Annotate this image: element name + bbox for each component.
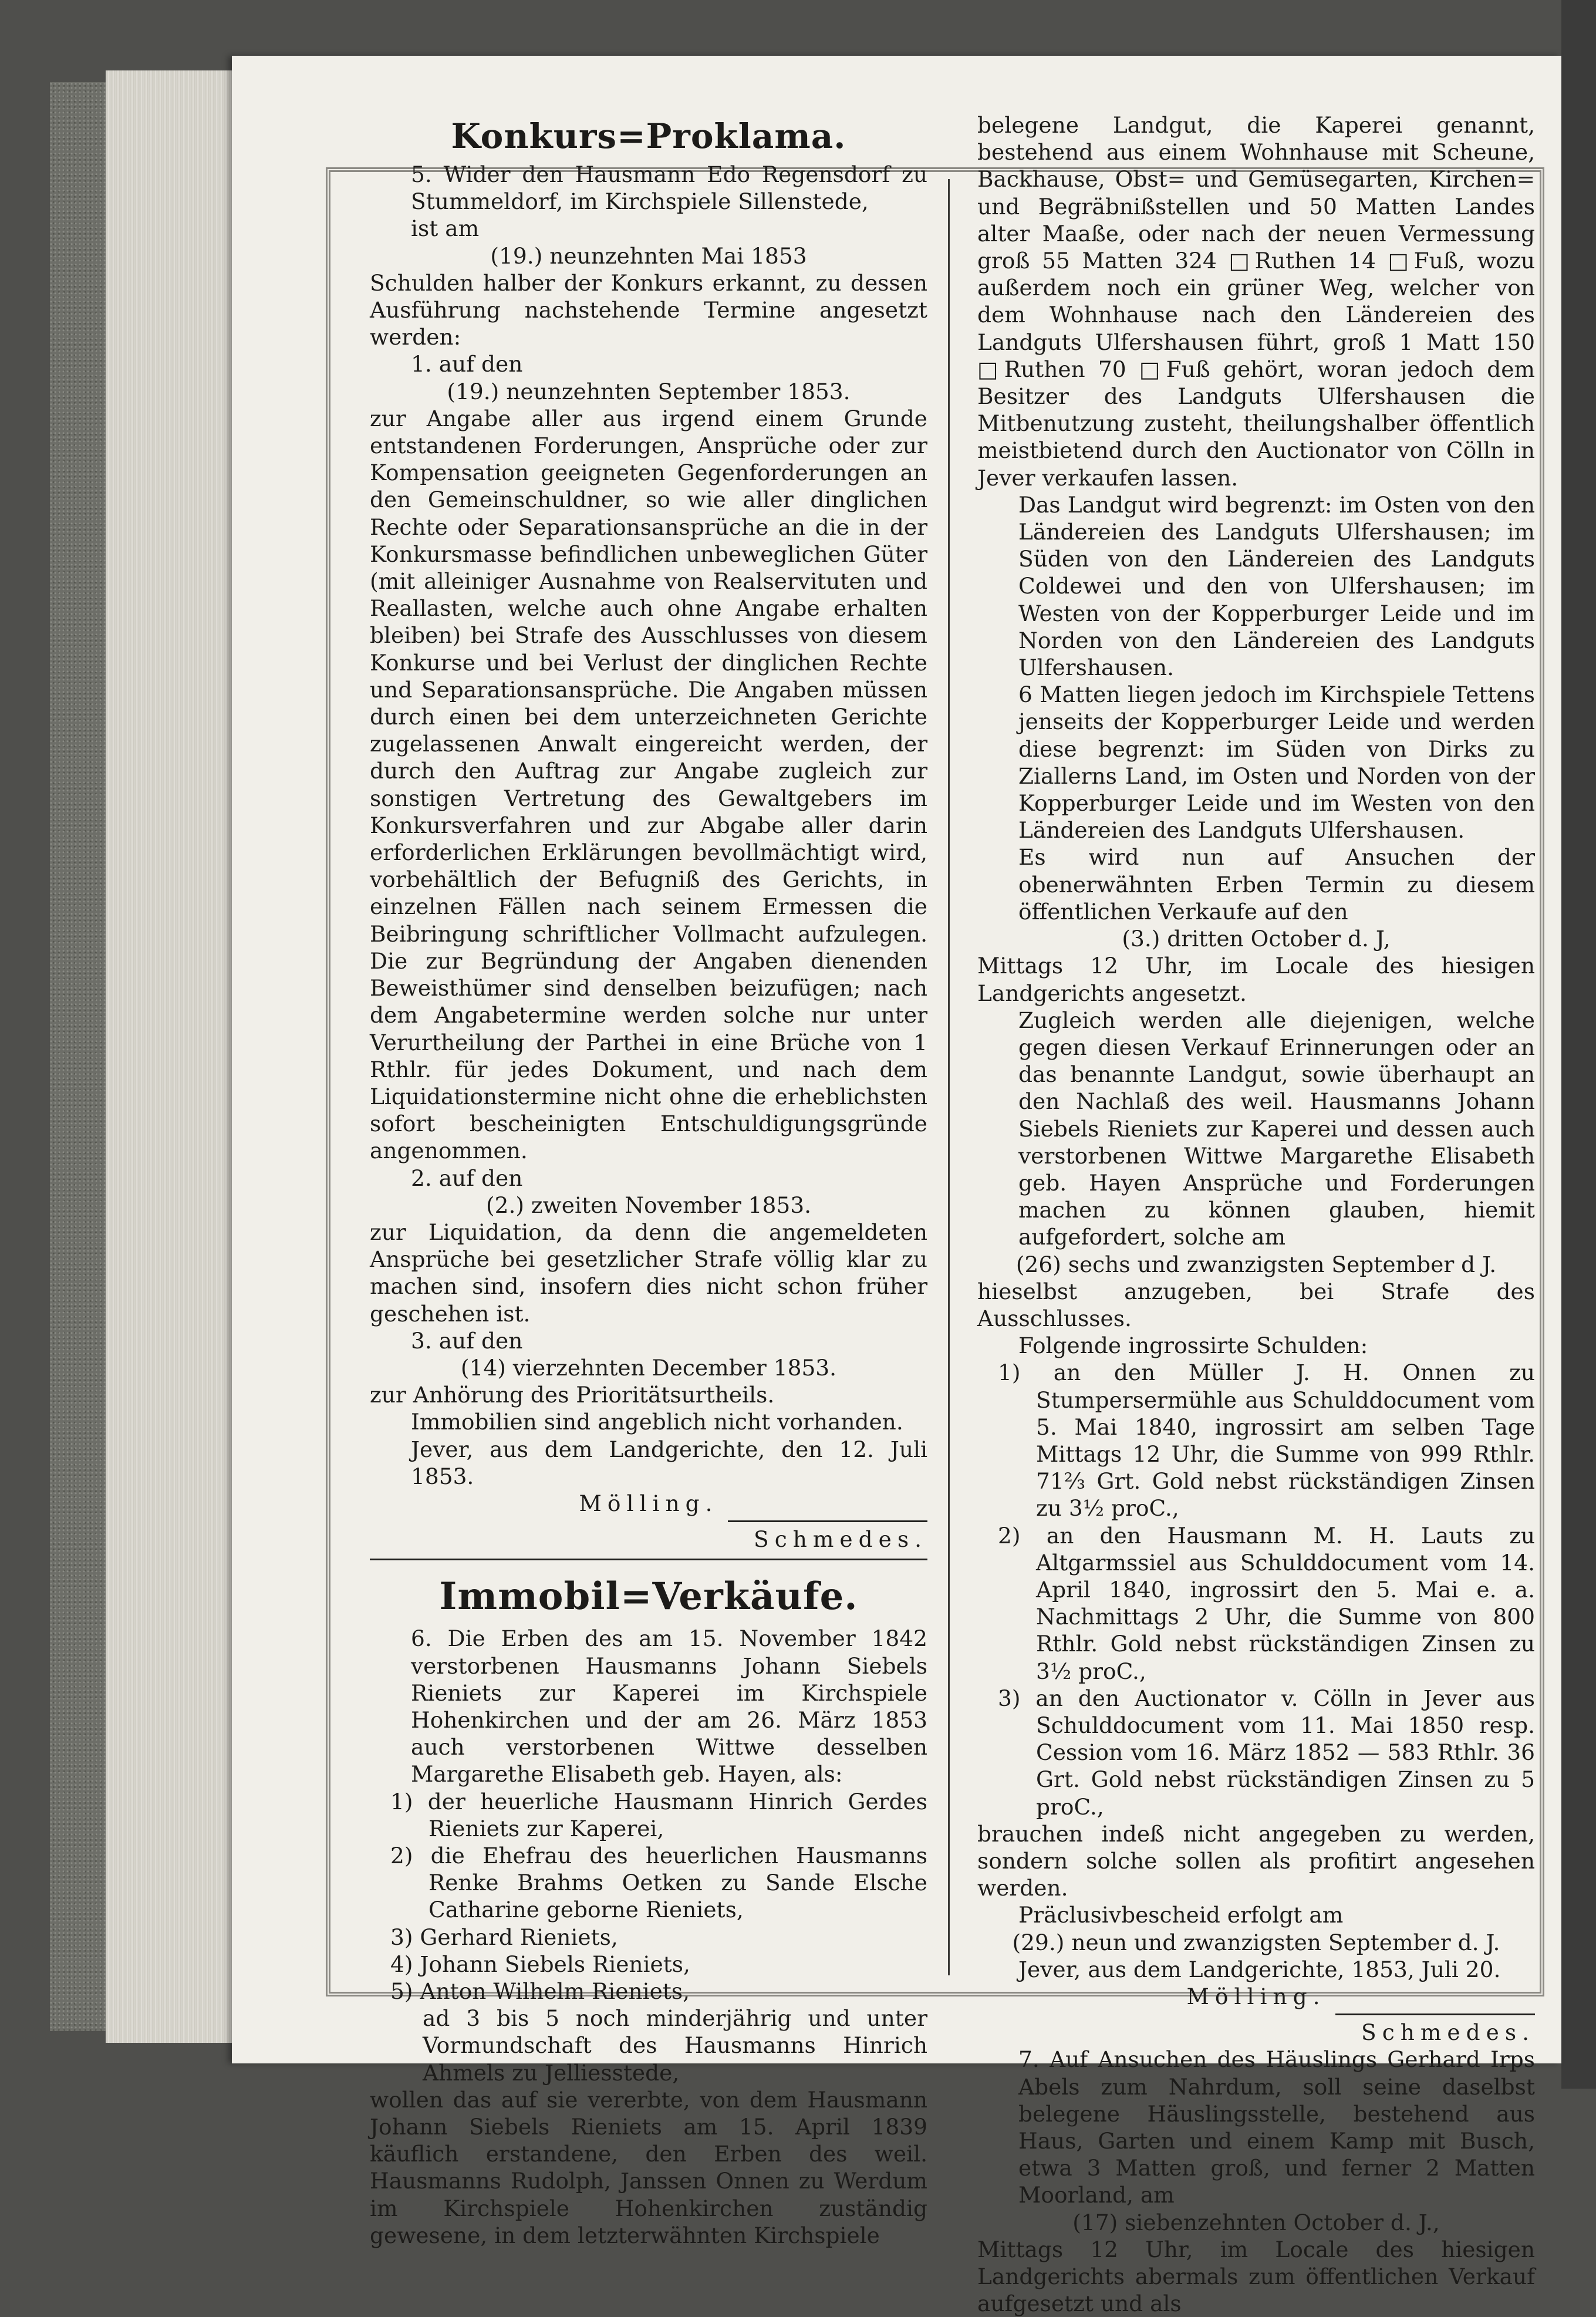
signature-moelling: Mölling. xyxy=(1186,1984,1326,2010)
konkurs-paragraph: Immobilien sind angeblich nicht vorhanden. xyxy=(411,1409,903,1435)
heir-list-item: 1) der heuerliche Hausmann Hinrich Gerdes Rieniets zur Kaperei, xyxy=(390,1788,927,1842)
konkurs-paragraph: zur Angabe aller aus irgend einem Grunde entstandenen Forderungen, Ansprüche oder zur Kompensation geeigneten Gegenforderungen an den Gemeinschuldner, so wie aller dinglichen Rechte oder Separationsansprüche an die in der Konkursmasse befindlichen unbeweglichen Güter (mit alleiniger Ausnahme von Realservituten und Reallasten, welche auch ohne Angabe erhalten bleiben) bei Strafe des Ausschlusses von diesem Konkurse und bei Verlust der dinglichen Rechte und Separationsansprüche. Die Angaben müssen durch einen bei dem unterzeichneten Gerichte zugelassenen Anwalt eingereicht werden, der durch den Auftrag zur Angabe zugleich zur sonstigen Vertretung des Gewaltgebers im Konkursverfahren und zur Abgabe aller darin erforderlichen Erklärungen bevollmächtigt wird, vorbehältlich der Befugniß des Gerichts, in einzelnen Fällen nach seinem Ermessen die Beibringung schriftlicher Vollmacht aufzulegen. Die zur Begründung der Angaben dienenden Beweisthümer sind denselben beizufügen; nach dem Angabetermine werden solche nur unter Verurtheilung der Parthei in eine Brüche von 1 Rthlr. für jedes Dokument, und nach dem Liquidationstermine nicht ohne die erheblichsten sofort bescheinigten Entschuldigungsgründe angenommen. xyxy=(370,405,927,1164)
claim-date: (26) sechs und zwanzigsten September d J. xyxy=(1015,1251,1497,1277)
immobil-paragraph: Präclusivbescheid erfolgt am xyxy=(1018,1902,1344,1928)
immobil-paragraph: Mittags 12 Uhr, im Locale des hiesigen Landgerichts angesetzt. xyxy=(977,953,1535,1006)
konkurs-term-label: 2. auf den xyxy=(411,1165,523,1191)
konkurs-date: (14) vierzehnten December 1853. xyxy=(460,1354,837,1381)
place-date-line: Jever, aus dem Landgerichte, 1853, Juli 20. xyxy=(1018,1956,1501,1982)
signature-moelling: Mölling. xyxy=(579,1490,718,1516)
sale-date: (17) siebenzehnten October d. J., xyxy=(1072,2209,1440,2235)
immobil-verkaeufe-heading: Immobil=Verkäufe. xyxy=(439,1574,858,1619)
background-edge xyxy=(1561,0,1596,2089)
konkurs-date: (19.) neunzehnten Mai 1853 xyxy=(490,242,807,269)
konkurs-date: (2.) zweiten November 1853. xyxy=(485,1192,812,1218)
konkurs-term-label: 3. auf den xyxy=(411,1327,523,1354)
heir-list-item: 5) Anton Wilhelm Rieniets, xyxy=(390,1978,690,2004)
heir-list-item: 4) Johann Siebels Rieniets, xyxy=(390,1951,690,1977)
right-column xyxy=(977,112,1535,2317)
immobil-paragraph: 7. Auf Ansuchen des Häuslings Gerhard Irps Abels zum Nahrdum, soll seine daselbst belegene Häuslingsstelle, bestehend aus Haus, Garten und einem Kamp mit Busch, etwa 3 Matten groß, und ferner 2 Matten Moorland, am xyxy=(1018,2046,1535,2208)
konkurs-place-date: Jever, aus dem Landgerichte, den 12. Juli 1853. xyxy=(411,1436,927,1489)
signature-schmedes: Schmedes. xyxy=(1361,2019,1535,2046)
signature-rule xyxy=(728,1520,927,1522)
konkurs-date: (19.) neunzehnten September 1853. xyxy=(447,378,851,404)
left-column xyxy=(370,112,927,2248)
konkurs-term-label: 1. auf den xyxy=(411,351,523,377)
sale-date: (3.) dritten October d. J, xyxy=(1122,926,1391,952)
immobil-paragraph: Mittags 12 Uhr, im Locale des hiesigen Landgerichts abermals zum öffentlichen Verkauf aufgesetzt und als xyxy=(977,2236,1535,2317)
konkurs-proklama-heading: Konkurs=Proklama. xyxy=(451,116,846,156)
debt-list-item: 3) an den Auctionator v. Cölln in Jever aus Schulddocument vom 11. Mai 1850 resp. Cession vom 16. März 1852 — 583 Rthlr. 36 Grt. Gold nebst rückständigen Zinsen zu 5 proC., xyxy=(998,1685,1535,1820)
signature-rule xyxy=(1335,2014,1535,2015)
immobil-paragraph: Folgende ingrossirte Schulden: xyxy=(1018,1333,1368,1359)
page-edges xyxy=(106,70,242,2043)
immobil-paragraph: ad 3 bis 5 noch minderjährig und unter Vormundschaft des Hausmanns Hinrich Ahmels zu Jelliesstede, xyxy=(423,2005,927,2086)
heir-list-item: 3) Gerhard Rieniets, xyxy=(390,1924,618,1950)
immobil-paragraph: brauchen indeß nicht angegeben zu werden, sondern solche sollen als profitirt angesehen werden. xyxy=(977,1820,1535,1901)
immobil-paragraph: wollen das auf sie vererbte, von dem Hausmann Johann Siebels Rieniets am 15. April 1839 käuflich erstandene, den Erben des weil. Hausmanns Rudolph, Janssen Onnen zu Werdum im Kirchspiele Hohenkirchen zuständig gewesene, in dem letzterwähnten Kirchspiele xyxy=(370,2086,927,2248)
konkurs-paragraph: 5. Wider den Hausmann Edo Regensdorf zu Stummeldorf, im Kirchspiele Sillenstede, xyxy=(411,161,927,215)
book-cover xyxy=(50,82,107,2031)
signature-schmedes: Schmedes. xyxy=(754,1526,927,1553)
heir-list-item: 2) die Ehefrau des heuerlichen Hausmanns Renke Brahms Oetken zu Sande Elsche Catharine geborne Rieniets, xyxy=(390,1842,927,1923)
konkurs-paragraph: Schulden halber der Konkurs erkannt, zu dessen Ausführung nachstehende Termine angesetzt werden: xyxy=(370,269,927,350)
column-divider xyxy=(948,179,950,1975)
immobil-paragraph: Das Landgut wird begrenzt: im Osten von den Ländereien des Landguts Ulfershausen; im Süden von den Ländereien des Landguts Coldewei und den von Ulfershausen; im Westen von der Kopperburger Leide und im Norden von den Ländereien des Landguts Ulfershausen. xyxy=(1018,491,1535,681)
preclusion-date: (29.) neun und zwanzigsten September d. J. xyxy=(1012,1929,1500,1955)
section-rule xyxy=(370,1559,927,1560)
debt-list-item: 2) an den Hausmann M. H. Lauts zu Altgarmssiel aus Schulddocument vom 14. April 1840, ingrossirt den 5. Mai e. a. Nachmittags 2 Uhr, die Summe von 800 Rthlr. Gold nebst rückständigen Zinsen zu 3½ proC., xyxy=(998,1522,1535,1684)
konkurs-paragraph: zur Liquidation, da denn die angemeldeten Ansprüche bei gesetzlicher Strafe völlig klar zu machen sind, insofern dies nicht schon früher geschehen ist. xyxy=(370,1219,927,1327)
immobil-paragraph: hieselbst anzugeben, bei Strafe des Ausschlusses. xyxy=(977,1278,1535,1331)
konkurs-paragraph: ist am xyxy=(411,215,480,242)
immobil-paragraph: 6. Die Erben des am 15. November 1842 verstorbenen Hausmanns Johann Siebels Rieniets zur Kaperei im Kirchspiele Hohenkirchen und der am 26. März 1853 auch verstorbenen Wittwe desselben Margarethe Elisabeth geb. Hayen, als: xyxy=(411,1625,927,1788)
immobil-paragraph: Es wird nun auf Ansuchen der obenerwähnten Erben Termin zu diesem öffentlichen Verkaufe auf den xyxy=(1018,844,1535,925)
debt-list-item: 1) an den Müller J. H. Onnen zu Stumpersermühle aus Schulddocument vom 5. Mai 1840, ingrossirt am selben Tage Mittags 12 Uhr, die Summe von 999 Rthlr. 71⅔ Grt. Gold nebst rückständigen Zinsen zu 3½ proC., xyxy=(998,1360,1535,1522)
immobil-paragraph: Zugleich werden alle diejenigen, welche gegen diesen Verkauf Erinnerungen oder an das benannte Landgut, sowie überhaupt an den Nachlaß des weil. Hausmanns Johann Siebels Rieniets zur Kaperei und dessen auch verstorbenen Wittwe Margarethe Elisabeth geb. Hayen Ansprüche und Forderungen machen zu können glauben, hiemit aufgefordert, solche am xyxy=(1018,1007,1535,1250)
immobil-paragraph: 6 Matten liegen jedoch im Kirchspiele Tettens jenseits der Kopperburger Leide und werden diese begrenzt: im Süden von Dirks zu Ziallerns Land, im Osten und Norden von der Kopperburger Leide und im Westen von den Ländereien des Landguts Ulfershausen. xyxy=(1018,682,1535,844)
immobil-paragraph: belegene Landgut, die Kaperei genannt, bestehend aus einem Wohnhause mit Scheune, Backhause, Obst= und Gemüsegarten, Kirchen= und Begräbnißstellen und 50 Matten Landes alter Maaße, oder nach der neuen Vermessung groß 55 Matten 324 □Ruthen 14 □Fuß, wozu außerdem noch ein grüner Weg, welcher von dem Wohnhause nach den Ländereien des Landguts Ulfershausen führt, groß 1 Matt 150 □Ruthen 70 □Fuß gehört, woran jedoch dem Besitzer des Landguts Ulfershausen die Mitbenutzung zusteht, theilungshalber öffentlich meistbietend durch den Auctionator von Cölln in Jever verkaufen lassen. xyxy=(977,112,1535,491)
konkurs-paragraph: zur Anhörung des Prioritätsurtheils. xyxy=(370,1382,775,1408)
book-page xyxy=(232,56,1561,2317)
